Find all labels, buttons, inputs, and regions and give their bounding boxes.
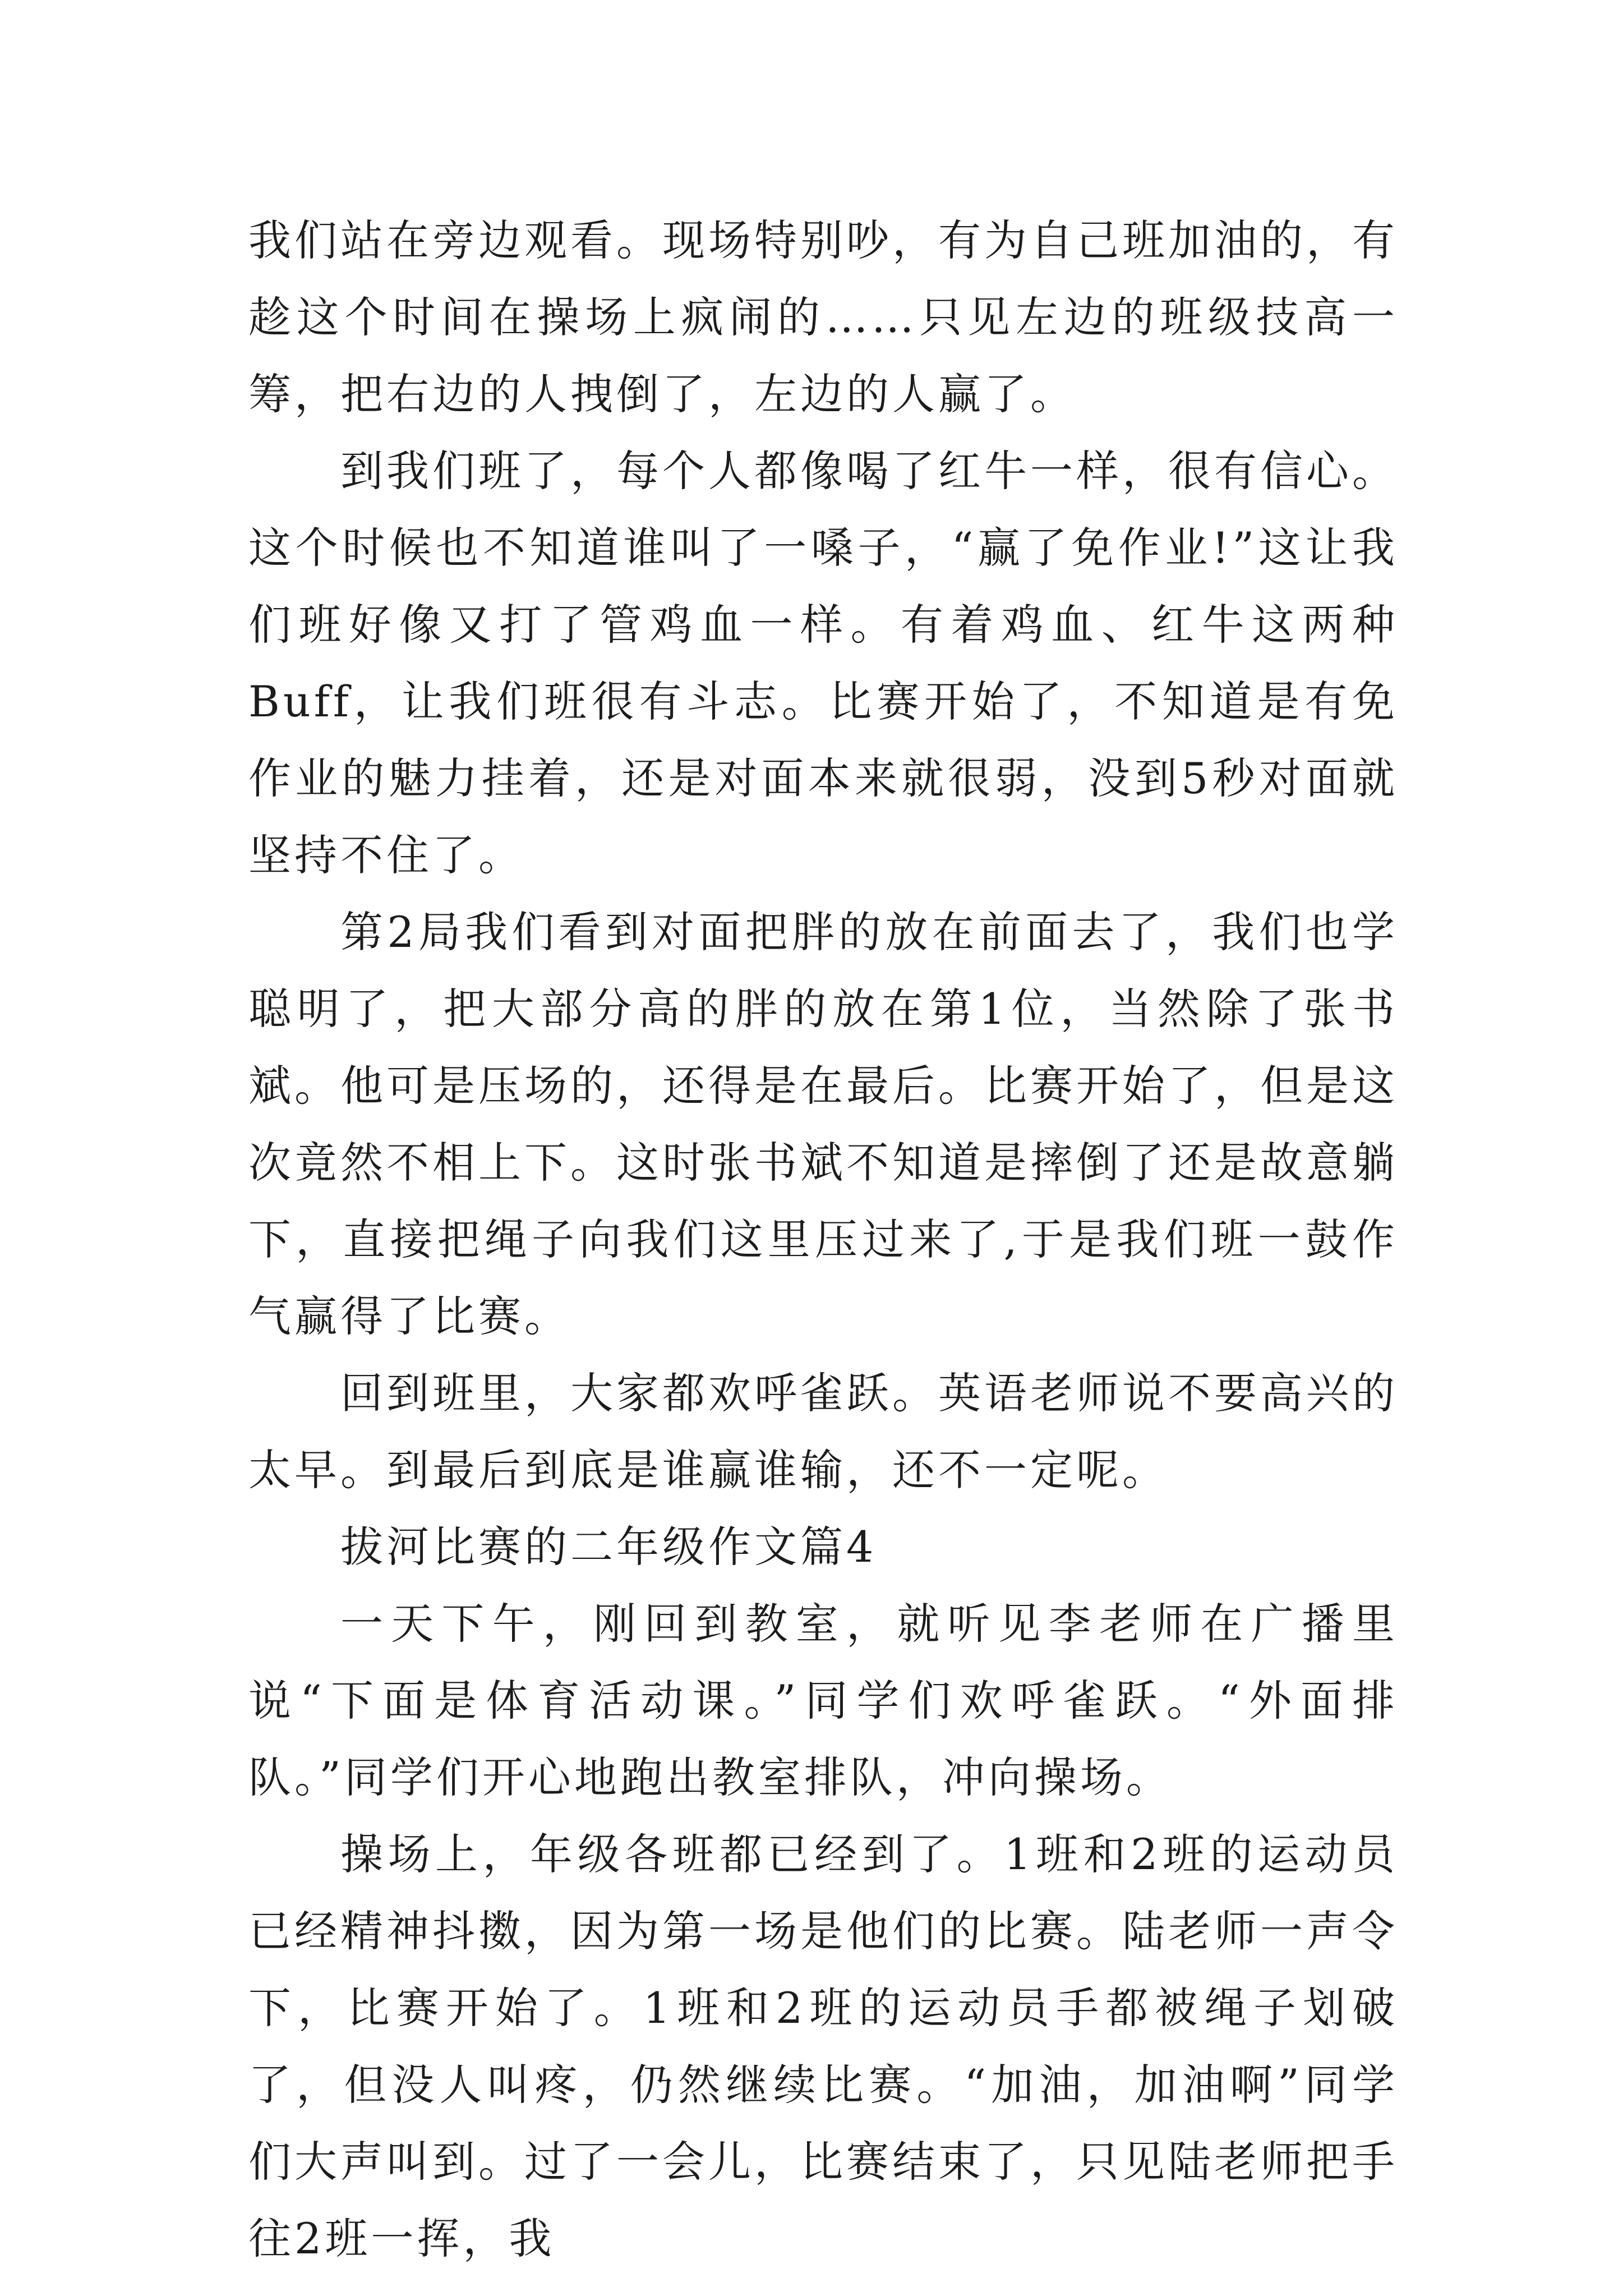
paragraph-5: 一天下午，刚回到教室，就听见李老师在广播里说“下面是体育活动课。”同学们欢呼雀跃。“外面排队。”同学们开心地跑出教室排队，冲向操场。 [248, 1599, 1398, 1802]
document-body [248, 202, 1398, 2277]
paragraph-2: 到我们班了，每个人都像喝了红牛一样，很有信心。这个时候也不知道谁叫了一嗓子，“赢了免作业!”这让我们班好像又打了管鸡血一样。有着鸡血、红牛这两种Buff，让我们班很有斗志。比赛开始了，不知道是有免作业的魅力挂着，还是对面本来就很弱，没到5秒对面就坚持不住了。 [248, 446, 1398, 880]
paragraph-4: 回到班里，大家都欢呼雀跃。英语老师说不要高兴的太早。到最后到底是谁赢谁输，还不一定呢。 [248, 1368, 1398, 1495]
paragraph-3: 第2局我们看到对面把胖的放在前面去了，我们也学聪明了，把大部分高的胖的放在第1位，当然除了张书斌。他可是压场的，还得是在最后。比赛开始了，但是这次竟然不相上下。这时张书斌不知道是摔倒了还是故意躺下，直接把绳子向我们这里压过来了,于是我们班一鼓作气赢得了比赛。 [248, 907, 1398, 1341]
paragraph-1: 我们站在旁边观看。现场特别吵，有为自己班加油的，有趁这个时间在操场上疯闹的……只见左边的班级技高一筹，把右边的人拽倒了，左边的人赢了。 [248, 215, 1398, 419]
section-heading: 拔河比赛的二年级作文篇4 [340, 1522, 877, 1572]
paragraph-6: 操场上，年级各班都已经到了。1班和2班的运动员已经精神抖擞，因为第一场是他们的比赛。陆老师一声令下，比赛开始了。1班和2班的运动员手都被绳子划破了，但没人叫疼，仍然继续比赛。“加油，加油啊”同学们大声叫到。过了一会儿，比赛结束了，只见陆老师把手往2班一挥，我 [248, 1829, 1398, 2263]
